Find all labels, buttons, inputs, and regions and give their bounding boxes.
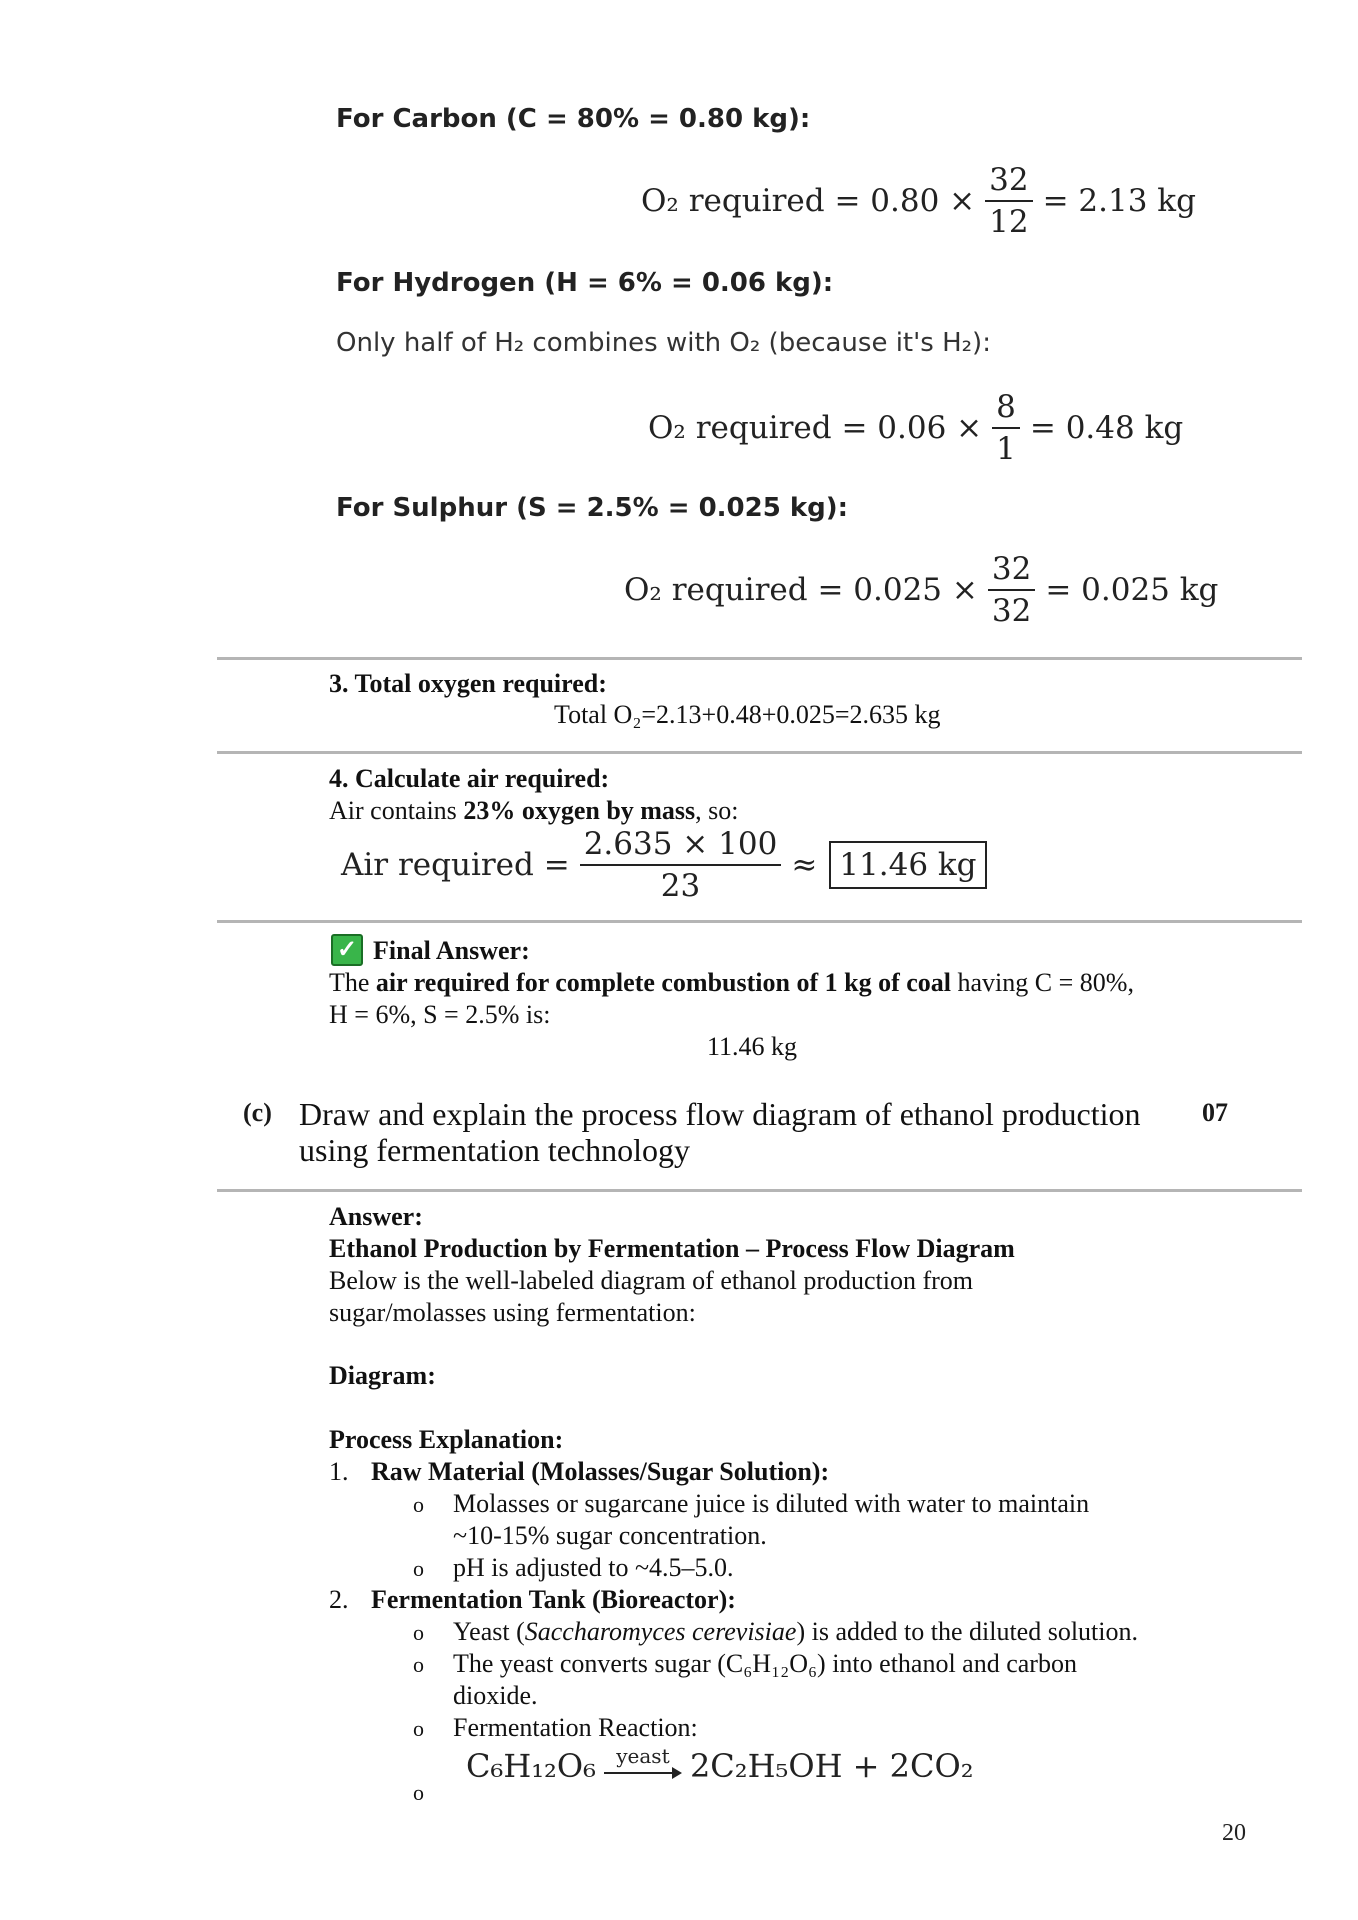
- total-oxygen-formula: Total O₂=2.13+0.48+0.025=2.635 kg: [554, 700, 941, 729]
- air-line-post: , so:: [695, 796, 739, 825]
- hydrogen-eq-rhs: = 0.48 kg: [1029, 410, 1184, 446]
- yeast-species-name: Saccharomyces cerevisiae: [524, 1617, 797, 1646]
- bullet-icon: o: [413, 1716, 424, 1741]
- divider: [217, 1189, 1302, 1192]
- sulphur-numerator: 32: [991, 551, 1032, 587]
- air-eq-lhs: Air required =: [341, 847, 570, 883]
- step2-number: 2.: [329, 1585, 349, 1614]
- page-number: 20: [1222, 1820, 1246, 1846]
- air-denominator: 23: [660, 868, 701, 904]
- sulphur-equation: [624, 549, 1218, 631]
- step1-bullet1-line1: Molasses or sugarcane juice is diluted with water to maintain: [453, 1489, 1090, 1518]
- step2-bullet3: Fermentation Reaction:: [453, 1713, 698, 1742]
- step2-bullet2-line2: dioxide.: [453, 1681, 538, 1710]
- step1-bullet1-line2: ~10-15% sugar concentration.: [453, 1521, 767, 1550]
- hydrogen-denominator: 1: [996, 431, 1016, 467]
- reaction-products: 2C₂H₅OH + 2CO₂: [689, 1747, 974, 1785]
- hydrogen-numerator: 8: [996, 389, 1016, 425]
- carbon-heading: For Carbon (C = 80% = 0.80 kg):: [336, 104, 811, 134]
- step1-title: Raw Material (Molasses/Sugar Solution):: [371, 1457, 830, 1486]
- answer-intro-line2: sugar/molasses using fermentation:: [329, 1298, 696, 1327]
- carbon-fraction: [985, 160, 1032, 242]
- air-line-pre: Air contains: [329, 796, 464, 825]
- carbon-eq-rhs: = 2.13 kg: [1042, 183, 1196, 219]
- step2-bullet1-pre: Yeast (: [453, 1617, 525, 1646]
- divider: [217, 751, 1302, 754]
- answer-title: Ethanol Production by Fermentation – Process Flow Diagram: [329, 1234, 1015, 1263]
- reaction-arrow: [604, 1745, 682, 1779]
- final-line1-bold: air required for complete combustion of 1 kg of coal: [375, 968, 952, 997]
- step2-bullet1-post: ) is added to the diluted solution.: [796, 1617, 1139, 1646]
- bullet-icon: o: [413, 1652, 424, 1677]
- sulphur-denominator: 32: [991, 593, 1032, 629]
- bullet-icon: o: [413, 1492, 424, 1517]
- answer-label: Answer:: [329, 1202, 423, 1231]
- step2-bullet2-line1: The yeast converts sugar (C₆H₁₂O₆) into ethanol and carbon: [453, 1649, 1077, 1678]
- sulphur-eq-rhs: = 0.025 kg: [1045, 572, 1219, 608]
- fermentation-reaction: [466, 1745, 974, 1785]
- bullet-icon: o: [413, 1620, 424, 1645]
- final-line1-pre: The: [329, 968, 376, 997]
- step3-heading: 3. Total oxygen required:: [329, 669, 607, 698]
- air-required-equation: [341, 824, 987, 906]
- final-answer-value: 11.46 kg: [707, 1032, 798, 1061]
- carbon-numerator: 32: [989, 162, 1029, 198]
- bullet-icon: o: [413, 1556, 424, 1581]
- reaction-catalyst: yeast: [616, 1744, 670, 1768]
- final-line1-post: having C = 80%,: [951, 968, 1134, 997]
- step1-bullet2: pH is adjusted to ~4.5–5.0.: [453, 1553, 734, 1582]
- hydrogen-equation: [648, 387, 1183, 469]
- sulphur-heading: For Sulphur (S = 2.5% = 0.025 kg):: [336, 493, 849, 523]
- check-mark-icon: ✓: [331, 934, 363, 966]
- carbon-eq-lhs: O₂ required = 0.80 ×: [641, 183, 976, 219]
- air-fraction: [580, 824, 782, 906]
- question-label: (c): [243, 1098, 272, 1127]
- process-explanation-label: Process Explanation:: [329, 1425, 564, 1454]
- final-answer-heading: Final Answer:: [373, 936, 530, 965]
- hydrogen-eq-lhs: O₂ required = 0.06 ×: [648, 410, 983, 446]
- hydrogen-fraction: [992, 387, 1020, 469]
- diagram-label: Diagram:: [329, 1361, 436, 1390]
- carbon-equation: [641, 160, 1196, 242]
- air-line-bold: 23% oxygen by mass: [463, 796, 696, 825]
- divider: [217, 657, 1302, 660]
- carbon-denominator: 12: [989, 204, 1029, 240]
- hydrogen-heading: For Hydrogen (H = 6% = 0.06 kg):: [336, 268, 834, 298]
- step4-heading: 4. Calculate air required:: [329, 764, 610, 793]
- question-marks: 07: [1202, 1098, 1228, 1127]
- approx-sign: ≈: [791, 847, 818, 883]
- bullet-icon: o: [413, 1780, 424, 1805]
- air-numerator: 2.635 × 100: [583, 826, 778, 862]
- hydrogen-note: Only half of H₂ combines with O₂ (because it's H₂):: [336, 328, 991, 358]
- step1-number: 1.: [329, 1457, 349, 1486]
- step2-title: Fermentation Tank (Bioreactor):: [371, 1585, 736, 1614]
- step2-bullet1: [453, 1616, 1138, 1648]
- final-answer-line2: H = 6%, S = 2.5% is:: [329, 1000, 551, 1029]
- air-oxygen-line: [329, 795, 739, 827]
- divider: [217, 920, 1302, 923]
- right-arrow-icon: [604, 1767, 682, 1779]
- question-line1: Draw and explain the process flow diagram of ethanol production: [299, 1096, 1141, 1132]
- answer-intro-line1: Below is the well-labeled diagram of ethanol production from: [329, 1266, 974, 1295]
- reaction-reactant: C₆H₁₂O₆: [466, 1747, 596, 1785]
- sulphur-eq-lhs: O₂ required = 0.025 ×: [624, 572, 978, 608]
- sulphur-fraction: [988, 549, 1035, 631]
- question-line2: using fermentation technology: [299, 1132, 691, 1168]
- final-answer-line1: [329, 967, 1134, 999]
- air-required-result: 11.46 kg: [829, 841, 986, 889]
